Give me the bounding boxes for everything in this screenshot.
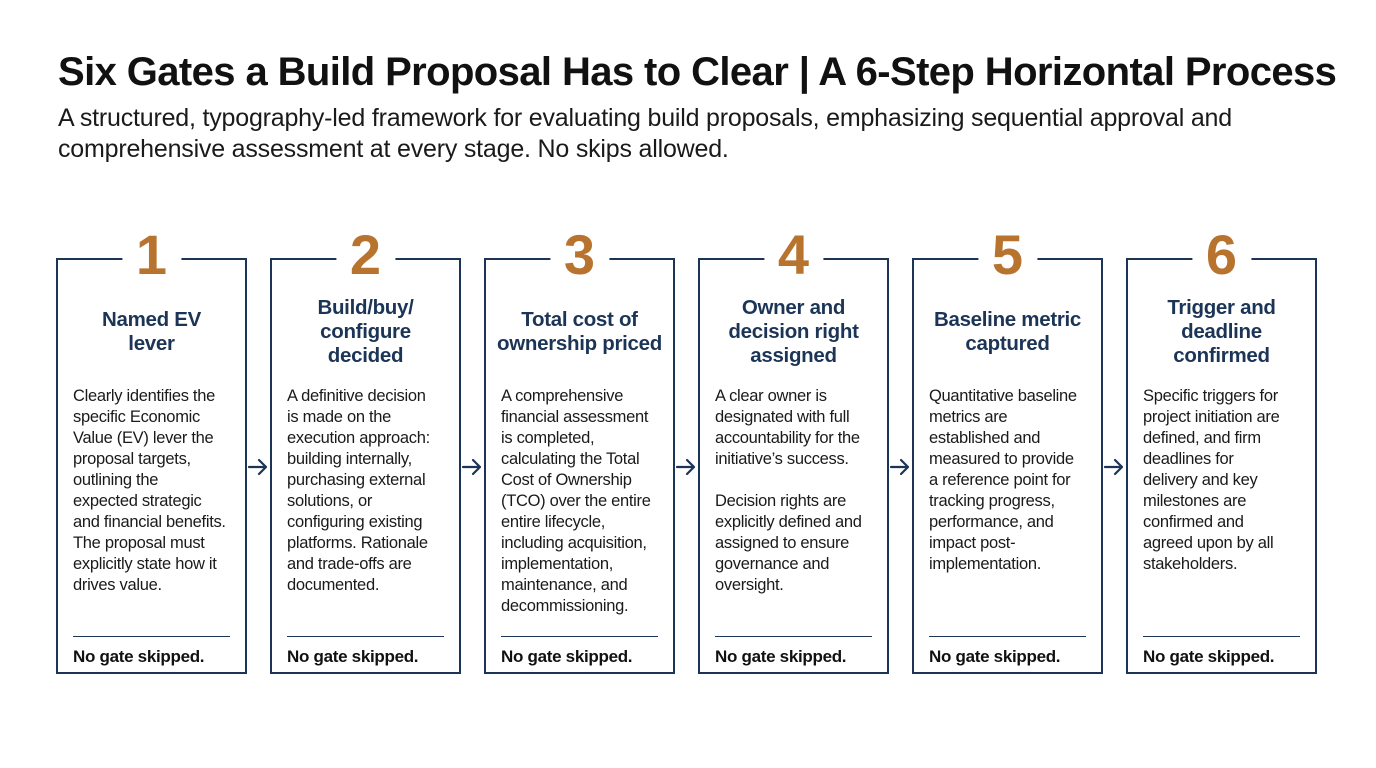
arrow-right-icon — [889, 456, 911, 478]
gate-divider — [73, 636, 230, 637]
gate-footer: No gate skipped. — [1143, 647, 1275, 666]
gate-card-4 — [698, 223, 889, 674]
gate-divider — [501, 636, 658, 637]
arrow-right-icon — [247, 456, 269, 478]
arrow-right-icon — [461, 456, 483, 478]
gate-footer: No gate skipped. — [501, 647, 633, 666]
gate-divider — [929, 636, 1086, 637]
gate-description: Specific triggers for project initiation are defined, and firm deadlines for delivery and key milestones are confirmed and agreed upon by all stakeholders. — [1143, 387, 1280, 573]
gate-description: Clearly identifies the specific Economic Value (EV) lever the proposal targets, outlining the expected strategic and financial benefits. The proposal must explicitly state how it drives value. — [73, 387, 226, 594]
gate-divider — [1143, 636, 1300, 637]
gate-footer: No gate skipped. — [929, 647, 1061, 666]
gate-title: Owner and decision right assigned — [728, 296, 859, 367]
page-title: Six Gates a Build Proposal Has to Clear | A 6-Step Horizontal Process — [58, 50, 1337, 94]
gate-description: A clear owner is designated with full accountability for the initiative’s success. Decision rights are explicitly defined and assigned to ensure governance and oversight. — [715, 387, 862, 594]
gate-description: A definitive decision is made on the execution approach: building internally, purchasing external solutions, or configuring existing platforms. Rationale and trade-offs are documented. — [287, 387, 430, 594]
gate-divider — [287, 636, 444, 637]
gate-title: Build/buy/ configure decided — [317, 296, 414, 367]
gate-title: Total cost of ownership priced — [497, 308, 662, 355]
gate-card-5 — [912, 223, 1103, 674]
gate-title: Trigger and deadline confirmed — [1167, 296, 1276, 367]
gate-number: 6 — [1192, 222, 1251, 288]
gate-number: 5 — [978, 222, 1037, 288]
gate-description: Quantitative baseline metrics are established and measured to provide a reference point for tracking progress, performance, and impact post- implementation. — [929, 387, 1077, 573]
arrow-right-icon — [1103, 456, 1125, 478]
gate-number: 2 — [336, 222, 395, 288]
page-subtitle: A structured, typography-led framework for evaluating build proposals, emphasizing sequential approval and comprehensive assessment at every stage. No skips allowed. — [58, 104, 1232, 163]
gate-number: 4 — [764, 222, 823, 288]
gate-title: Named EV lever — [102, 308, 201, 355]
gate-footer: No gate skipped. — [287, 647, 419, 666]
gate-number: 1 — [122, 222, 181, 288]
gate-number: 3 — [550, 222, 609, 288]
gate-divider — [715, 636, 872, 637]
gate-card-6 — [1126, 223, 1317, 674]
gate-card-3 — [484, 223, 675, 674]
arrow-right-icon — [675, 456, 697, 478]
gate-card-1 — [56, 223, 247, 674]
gate-title: Baseline metric captured — [933, 308, 1082, 355]
gate-card-2 — [270, 223, 461, 674]
gate-footer: No gate skipped. — [715, 647, 847, 666]
gate-description: A comprehensive financial assessment is completed, calculating the Total Cost of Ownership (TCO) over the entire entire lifecycle, including acquisition, implementation, maintenance, and decommissioning. — [501, 387, 651, 615]
gate-footer: No gate skipped. — [73, 647, 205, 666]
